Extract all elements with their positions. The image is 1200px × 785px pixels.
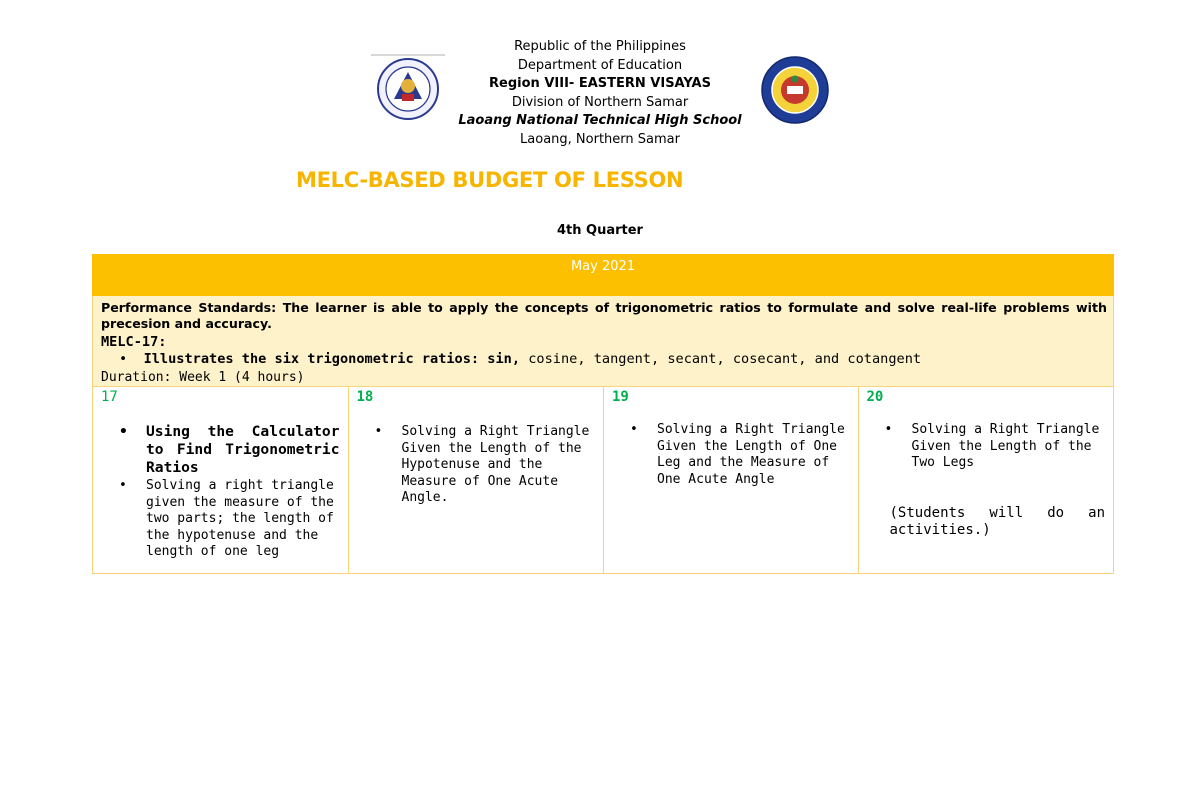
lesson-topic: Solving a right triangle given the measure of the two parts; the length of the hypotenuse and the length of one leg — [146, 478, 334, 560]
standards-panel — [92, 296, 1114, 386]
month-header: May 2021 — [92, 254, 1114, 296]
division-line: Division of Northern Samar — [511, 94, 689, 110]
day-content — [867, 422, 1106, 540]
performance-standards: Performance Standards: The learner is able to apply the concepts of trigonometric ratios to formulate and solve real-life problems with precesion and accuracy. — [101, 300, 1107, 331]
lesson-topic: Solving a Right Triangle Given the Length of One Leg and the Measure of One Acute Angle — [657, 422, 845, 487]
day-content — [101, 423, 340, 561]
list-item — [101, 423, 340, 477]
day-cell-20 — [859, 387, 1114, 573]
competency-bold: Illustrates the six trigonometric ratios: sin, — [143, 351, 521, 367]
school-line: Laoang National Technical High School — [458, 113, 742, 129]
activity-note: (Students will do an activities.) — [889, 504, 1105, 539]
list-item — [612, 422, 850, 488]
day-content — [612, 422, 850, 488]
bullet-marker: • — [630, 422, 638, 437]
list-item — [867, 422, 1106, 472]
list-item — [357, 424, 596, 507]
day-number: 19 — [612, 389, 629, 405]
department-line: Department of Education — [517, 57, 683, 73]
day-number: 18 — [356, 389, 374, 405]
letterhead — [0, 38, 1200, 150]
quarter-label: 4th Quarter — [557, 223, 643, 238]
day-number: 17 — [101, 389, 118, 405]
duration-label: Duration: Week 1 (4 hours) — [101, 370, 305, 385]
day-cell-19 — [604, 387, 859, 573]
republic-line: Republic of the Philippines — [514, 39, 686, 54]
day-cell-17 — [93, 387, 349, 573]
lesson-heading: Using the Calculator to Find Trigonometric Ratios — [146, 423, 340, 476]
region-line: Region VIII- EASTERN VISAYAS — [489, 76, 711, 92]
bullet-marker: • — [119, 351, 128, 367]
melc-competency — [119, 351, 921, 367]
melc-label: MELC-17: — [101, 334, 167, 350]
document-title: MELC-BASED BUDGET OF LESSON — [296, 168, 684, 192]
location-line: Laoang, Northern Samar — [520, 131, 680, 147]
day-cell-18 — [349, 387, 605, 573]
competency-rest: cosine, tangent, secant, cosecant, and cotangent — [520, 351, 922, 367]
lesson-topic: Solving a Right Triangle Given the Length of the Hypotenuse and the Measure of One Acute Angle. — [401, 424, 590, 506]
bullet-marker: • — [119, 478, 127, 493]
bullet-marker: • — [374, 424, 383, 439]
day-number: 20 — [866, 389, 884, 405]
day-content — [357, 424, 596, 507]
list-item — [101, 478, 340, 561]
lesson-topic: Solving a Right Triangle Given the Length of the Two Legs — [911, 422, 1100, 471]
bullet-marker: • — [884, 422, 893, 437]
lesson-days-table — [92, 386, 1114, 574]
bullet-marker: • — [119, 423, 128, 440]
